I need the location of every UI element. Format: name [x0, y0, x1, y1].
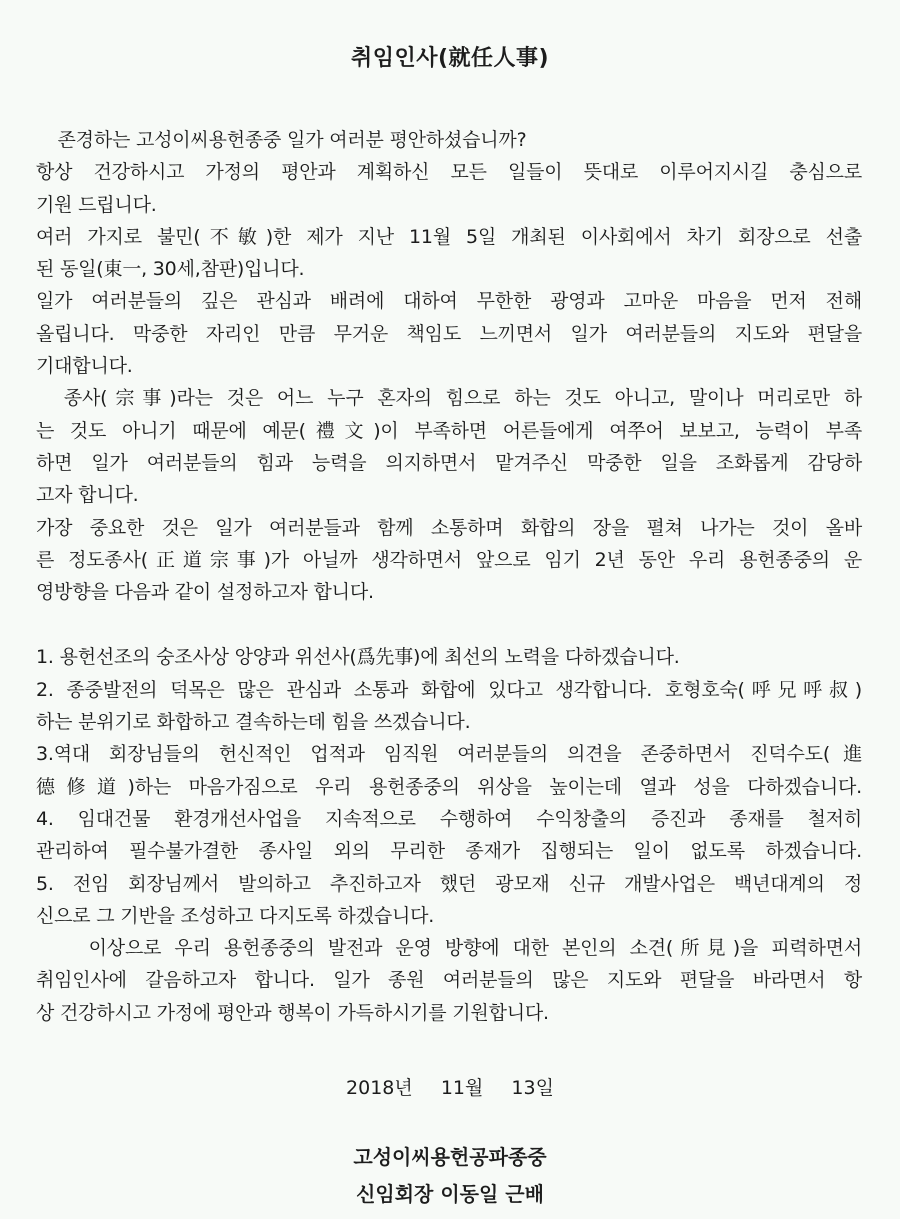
text-line: 항상 건강하시고 가정의 평안과 계획하신 모든 일들이 뜻대로 이루어지시길 충심으로	[36, 161, 862, 184]
text-line: 기대합니다.	[36, 355, 133, 378]
list-item: 3.역대 회장님들의 헌신적인 업적과 임직원 여러분들의 의견을 존중하면서 진덕수도(進	[36, 743, 862, 766]
letter-date: 2018년 11월 13일	[346, 1077, 554, 1099]
page-title: 취임인사(就任人事)	[350, 46, 550, 71]
text-line: 른 정도종사(正道宗事)가 아닐까 생각하면서 앞으로 임기 2년 동안 우리 용헌종중의 운	[36, 548, 862, 571]
list-item: 4. 임대건물 환경개선사업을 지속적으로 수행하여 수익창출의 증진과 종재를 철저히	[36, 807, 862, 830]
paragraph-gap	[36, 608, 862, 641]
text-line: 상 건강하시고 가정에 평안과 행복이 가득하시기를 기원합니다.	[36, 1001, 549, 1024]
text-line: 는 것도 아니기 때문에 예문(禮文)이 부족하면 어른들에게 여쭈어 보보고, 능력이 부족	[36, 419, 862, 442]
text-line: 하면 일가 여러분들의 힘과 능력을 의지하면서 맡겨주신 막중한 일을 조화롭게 감당하	[36, 451, 862, 474]
text-line: 올립니다. 막중한 자리인 만큼 무거운 책임도 느끼면서 일가 여러분들의 지도와 편달을	[36, 322, 862, 345]
text-line: 취임인사에 갈음하고자 합니다. 일가 종원 여러분들의 많은 지도와 편달을 바라면서 항	[36, 969, 862, 992]
text-line: 종사(宗事)라는 것은 어느 누구 혼자의 힘으로 하는 것도 아니고, 말이나 머리로만 하	[36, 387, 862, 410]
list-item: 2. 종중발전의 덕목은 많은 관심과 소통과 화합에 있다고 생각합니다. 호형호숙(呼兄呼叔)	[36, 678, 862, 701]
text-line: 여러 가지로 불민(不敏)한 제가 지난 11월 5일 개최된 이사회에서 차기 회장으로 선출	[36, 225, 862, 248]
list-item: 5. 전임 회장님께서 발의하고 추진하고자 했던 광모재 신규 개발사업은 백년대계의 정	[36, 872, 862, 895]
text-line: 존경하는 고성이씨용헌종중 일가 여러분 평안하셨습니까?	[40, 129, 527, 151]
text-line: 일가 여러분들의 깊은 관심과 배려에 대하여 무한한 광영과 고마운 마음을 먼저 전해	[36, 290, 862, 313]
text-line: 가장 중요한 것은 일가 여러분들과 함께 소통하며 화합의 장을 펼쳐 나가는 것이 올바	[36, 516, 863, 539]
list-item: 德修道)하는 마음가짐으로 우리 용헌종중의 위상을 높이는데 열과 성을 다하겠습니다.	[36, 775, 862, 798]
signer-name: 신임회장 이동일 근배	[356, 1182, 544, 1206]
list-item: 1. 용헌선조의 숭조사상 앙양과 위선사(爲先事)에 최선의 노력을 다하겠습니다.	[36, 646, 680, 669]
text-line: 된 동일(東一, 30세,참판)입니다.	[36, 258, 305, 281]
text-line: 영방향을 다음과 같이 설정하고자 합니다.	[36, 581, 374, 604]
list-item: 신으로 그 기반을 조성하고 다지도록 하겠습니다.	[36, 904, 435, 927]
organization-name: 고성이씨용헌공파종중	[353, 1145, 547, 1169]
letter-body	[36, 124, 862, 1029]
text-line: 기원 드립니다.	[36, 193, 157, 216]
text-line: 이상으로 우리 용헌종중의 발전과 운영 방향에 대한 본인의 소견(所見)을 피력하면서	[36, 937, 862, 960]
list-item: 하는 분위기로 화합하고 결속하는데 힘을 쓰겠습니다.	[36, 711, 471, 734]
text-line: 고자 합니다.	[36, 484, 139, 507]
list-item: 관리하여 필수불가결한 종사일 외의 무리한 종재가 집행되는 일이 없도록 하겠습니다.	[36, 840, 862, 863]
